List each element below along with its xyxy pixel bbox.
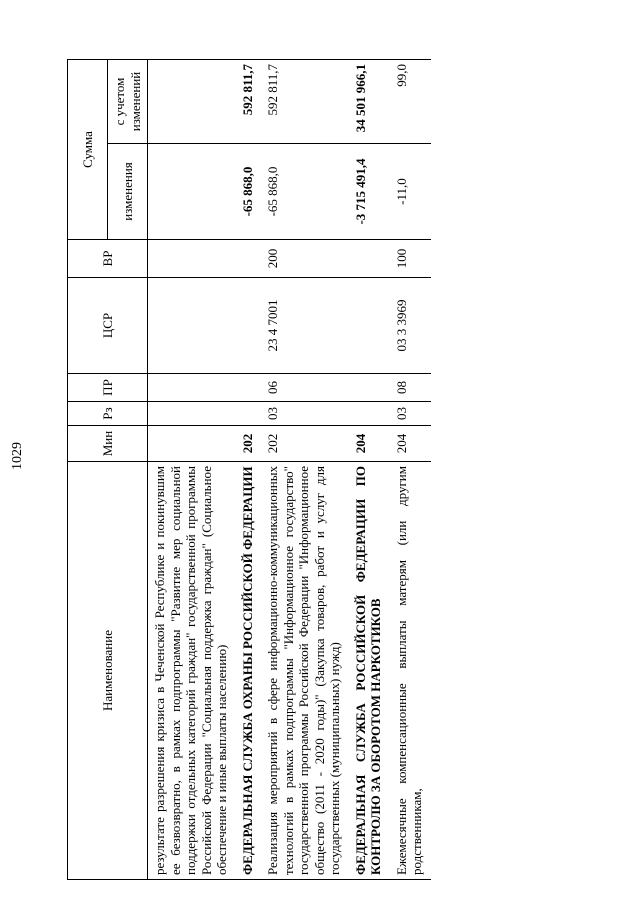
table-row xyxy=(390,60,431,880)
header-min: Мин xyxy=(68,426,148,462)
row-vr-cell xyxy=(236,240,262,278)
row-change-cell: -65 868,0 xyxy=(236,144,262,240)
row-csr-cell xyxy=(148,278,236,374)
row-pr-cell xyxy=(236,374,262,402)
table-row xyxy=(148,60,236,880)
table-row xyxy=(349,60,390,880)
header-rz: Рз xyxy=(68,402,148,426)
row-rz-cell: 03 xyxy=(390,402,431,426)
header-name: Наименование xyxy=(68,462,148,880)
row-vr-cell xyxy=(349,240,390,278)
row-csr-cell: 23 4 7001 xyxy=(261,278,349,374)
document-page xyxy=(67,60,614,880)
row-name-cell: ФЕДЕРАЛЬНАЯ СЛУЖБА РОССИЙСКОЙ ФЕДЕРАЦИИ ПО КОНТРОЛЮ ЗА ОБОРОТОМ НАРКОТИКОВ xyxy=(349,462,390,880)
row-change-cell: -65 868,0 xyxy=(261,144,349,240)
row-change-cell: -3 715 491,4 xyxy=(349,144,390,240)
header-sum: Сумма xyxy=(68,60,108,240)
row-pr-cell xyxy=(148,374,236,402)
header-sum-total: с учетом изменений xyxy=(108,60,148,144)
row-change-cell: -11,0 xyxy=(390,144,431,240)
header-csr: ЦСР xyxy=(68,278,148,374)
row-rz-cell xyxy=(349,402,390,426)
table-row xyxy=(236,60,262,880)
row-min-cell xyxy=(148,426,236,462)
row-name-cell: ФЕДЕРАЛЬНАЯ СЛУЖБА ОХРАНЫ РОССИЙСКОЙ ФЕДЕРАЦИИ xyxy=(236,462,262,880)
row-pr-cell xyxy=(349,374,390,402)
row-name-cell: результате разрешения кризиса в Чеченской Республике и покинувшим ее безвозвратно, в рамках подпрограммы "Развитие мер социальной поддержки отдельных категорий граждан" государственной программы Российской Федерации "Социальная поддержка граждан" (Социальное обеспечение и иные выплаты населению) xyxy=(148,462,236,880)
row-min-cell: 204 xyxy=(349,426,390,462)
row-vr-cell: 200 xyxy=(261,240,349,278)
row-total-cell xyxy=(148,60,236,144)
row-rz-cell xyxy=(236,402,262,426)
page-number: 1029 xyxy=(10,442,25,470)
row-min-cell: 202 xyxy=(236,426,262,462)
row-name-cell: Ежемесячные компенсационные выплаты матерям (или другим родственникам, xyxy=(390,462,431,880)
row-csr-cell xyxy=(349,278,390,374)
header-pr: ПР xyxy=(68,374,148,402)
table-body xyxy=(148,60,431,880)
row-csr-cell xyxy=(236,278,262,374)
table-header xyxy=(68,60,148,880)
row-min-cell: 204 xyxy=(390,426,431,462)
row-min-cell: 202 xyxy=(261,426,349,462)
header-vr: ВР xyxy=(68,240,148,278)
row-total-cell: 99,0 xyxy=(390,60,431,144)
row-vr-cell: 100 xyxy=(390,240,431,278)
row-total-cell: 34 501 966,1 xyxy=(349,60,390,144)
row-csr-cell: 03 3 3969 xyxy=(390,278,431,374)
row-pr-cell: 06 xyxy=(261,374,349,402)
row-rz-cell xyxy=(148,402,236,426)
budget-table xyxy=(67,59,431,880)
row-rz-cell: 03 xyxy=(261,402,349,426)
row-change-cell xyxy=(148,144,236,240)
budget-table-sheet xyxy=(67,60,614,880)
row-total-cell: 592 811,7 xyxy=(261,60,349,144)
header-sum-change: изменения xyxy=(108,144,148,240)
table-row xyxy=(261,60,349,880)
row-vr-cell xyxy=(148,240,236,278)
row-pr-cell: 08 xyxy=(390,374,431,402)
row-name-cell: Реализация мероприятий в сфере информационно-коммуникационных технологий в рамках подпрограммы "Информационное государство" государственной программы Российской Федерации "Информационное общество (2011 - 2020 годы)" (Закупка товаров, работ и услуг для государственных (муниципальных) нужд) xyxy=(261,462,349,880)
row-total-cell: 592 811,7 xyxy=(236,60,262,144)
